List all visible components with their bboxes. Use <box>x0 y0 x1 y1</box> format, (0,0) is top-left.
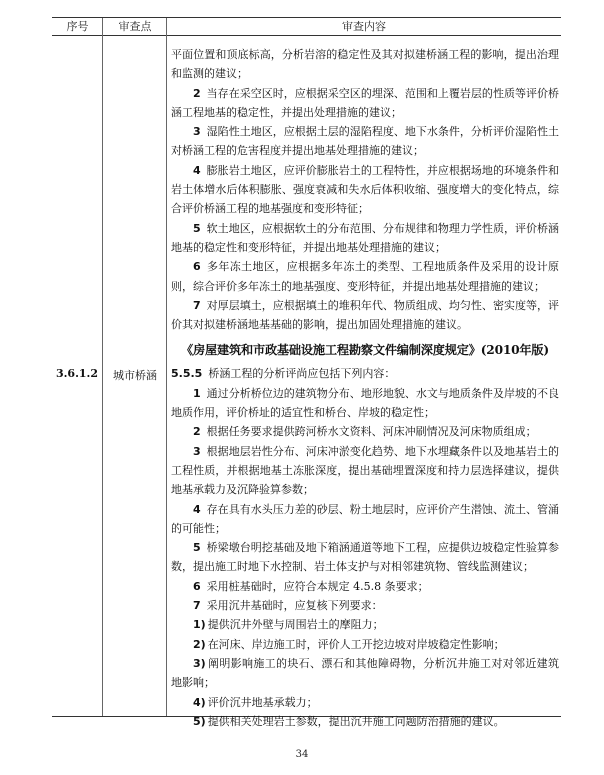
page-number: 34 <box>295 749 309 760</box>
sub-list-item: 2) 在河床、岸边施工时，评价人工开挖边坡对岸坡稳定性影响； <box>193 637 505 651</box>
header-review-point: 审查点 <box>118 20 152 33</box>
sub-list-item: 1) 提供沉井外壁与周围岩土的摩阻力； <box>193 618 384 632</box>
list-item: 2 根据任务要求提供跨河桥水文资料、河床冲刷情况及河床物质组成； <box>193 425 537 439</box>
list-item: 4 存在具有水头压力差的砂层、粉土地层时，应评价产生潜蚀、流土、管涌的可能性； <box>171 502 559 535</box>
list-item: 3 根据地层岩性分布、河床冲淤变化趋势、地下水埋藏条件以及地基岩土的工程性质，并根据地基土冻胀深度，提出基础埋置深度和持力层选择建议，提供地基承载力及沉降验算参数； <box>171 444 559 497</box>
row-number: 3.6.1.2 <box>55 367 99 380</box>
list-item: 1 通过分析桥位边的建筑物分布、地形地貌、水文与地质条件及岸坡的不良地质作用，评价桥址的适宜性和桥台、岸坡的稳定性； <box>171 386 559 420</box>
continuation-text: 平面位置和顶底标高，分析岩溶的稳定性及其对拟建桥涵工程的影响，提出治理和监测的建议； <box>171 48 559 81</box>
sub-list-item: 5) 提供相关处理岩土参数，提出沉井施工问题防治措施的建议。 <box>193 714 505 728</box>
list-item: 7 对厚层填土，应根据填土的堆积年代、物质组成、均匀性、密实度等，评价其对拟建桥涵地基基础的影响，提出加固处理措施的建议。 <box>171 298 559 332</box>
list-item: 4 膨胀岩土地区，应评价膨胀岩土的工程特性，并应根据场地的环境条件和岩土体增水后体积膨胀、强度衰减和失水后体积收缩、强度增大的变化特点，综合评价桥涵工程的地基强度和变形特征； <box>171 163 559 216</box>
list-item: 6 采用桩基础时，应符合本规定 4.5.8 条要求； <box>193 579 429 593</box>
sub-list-item: 3) 阐明影响施工的块石、漂石和其他障碍物，分析沉井施工对对邻近建筑地影响； <box>171 656 559 690</box>
list-item: 5 桥梁墩台明挖基础及地下箱涵通道等地下工程，应提供边坡稳定性验算参数，提出施工时地下水控制、岩土体支护与对相邻建筑物、管线监测建议； <box>171 541 559 574</box>
header-number: 序号 <box>66 20 89 33</box>
standard-title: 《房屋建筑和市政基础设施工程勘察文件编制深度规定》(2010年版) <box>181 343 549 358</box>
row-review-point: 城市桥涵 <box>113 369 157 382</box>
list-item: 5 软土地区，应根据软土的分布范围、分布规律和物理力学性质，评价桥涵地基的稳定性和变形特征，并提出地基处理措施的建议； <box>171 221 559 254</box>
review-table <box>52 17 561 728</box>
list-item: 7 采用沉井基础时，应复核下列要求： <box>193 599 383 613</box>
list-item: 6 多年冻土地区，应根据多年冻土的类型、工程地质条件及采用的设计原则，综合评价多年冻土的地基强度、变形特征，并提出地基处理措施的建议； <box>171 260 559 293</box>
list-item: 3 湿陷性土地区，应根据土层的湿陷程度、地下水条件，分析评价湿陷性土对桥涵工程的危害程度并提出地基处理措施的建议； <box>171 125 559 158</box>
table-header <box>52 18 561 36</box>
list-item: 2 当存在采空区时，应根据采空区的埋深、范围和上覆岩层的性质等评价桥涵工程地基的稳定性，并提出处理措施的建议； <box>171 86 559 119</box>
sub-list-item: 4) 评价沉井地基承载力； <box>193 695 318 709</box>
row-review-content <box>171 45 559 731</box>
section-intro: 5.5.5 桥涵工程的分析评尚应包括下列内容： <box>171 367 396 381</box>
header-review-content: 审查内容 <box>342 20 386 33</box>
